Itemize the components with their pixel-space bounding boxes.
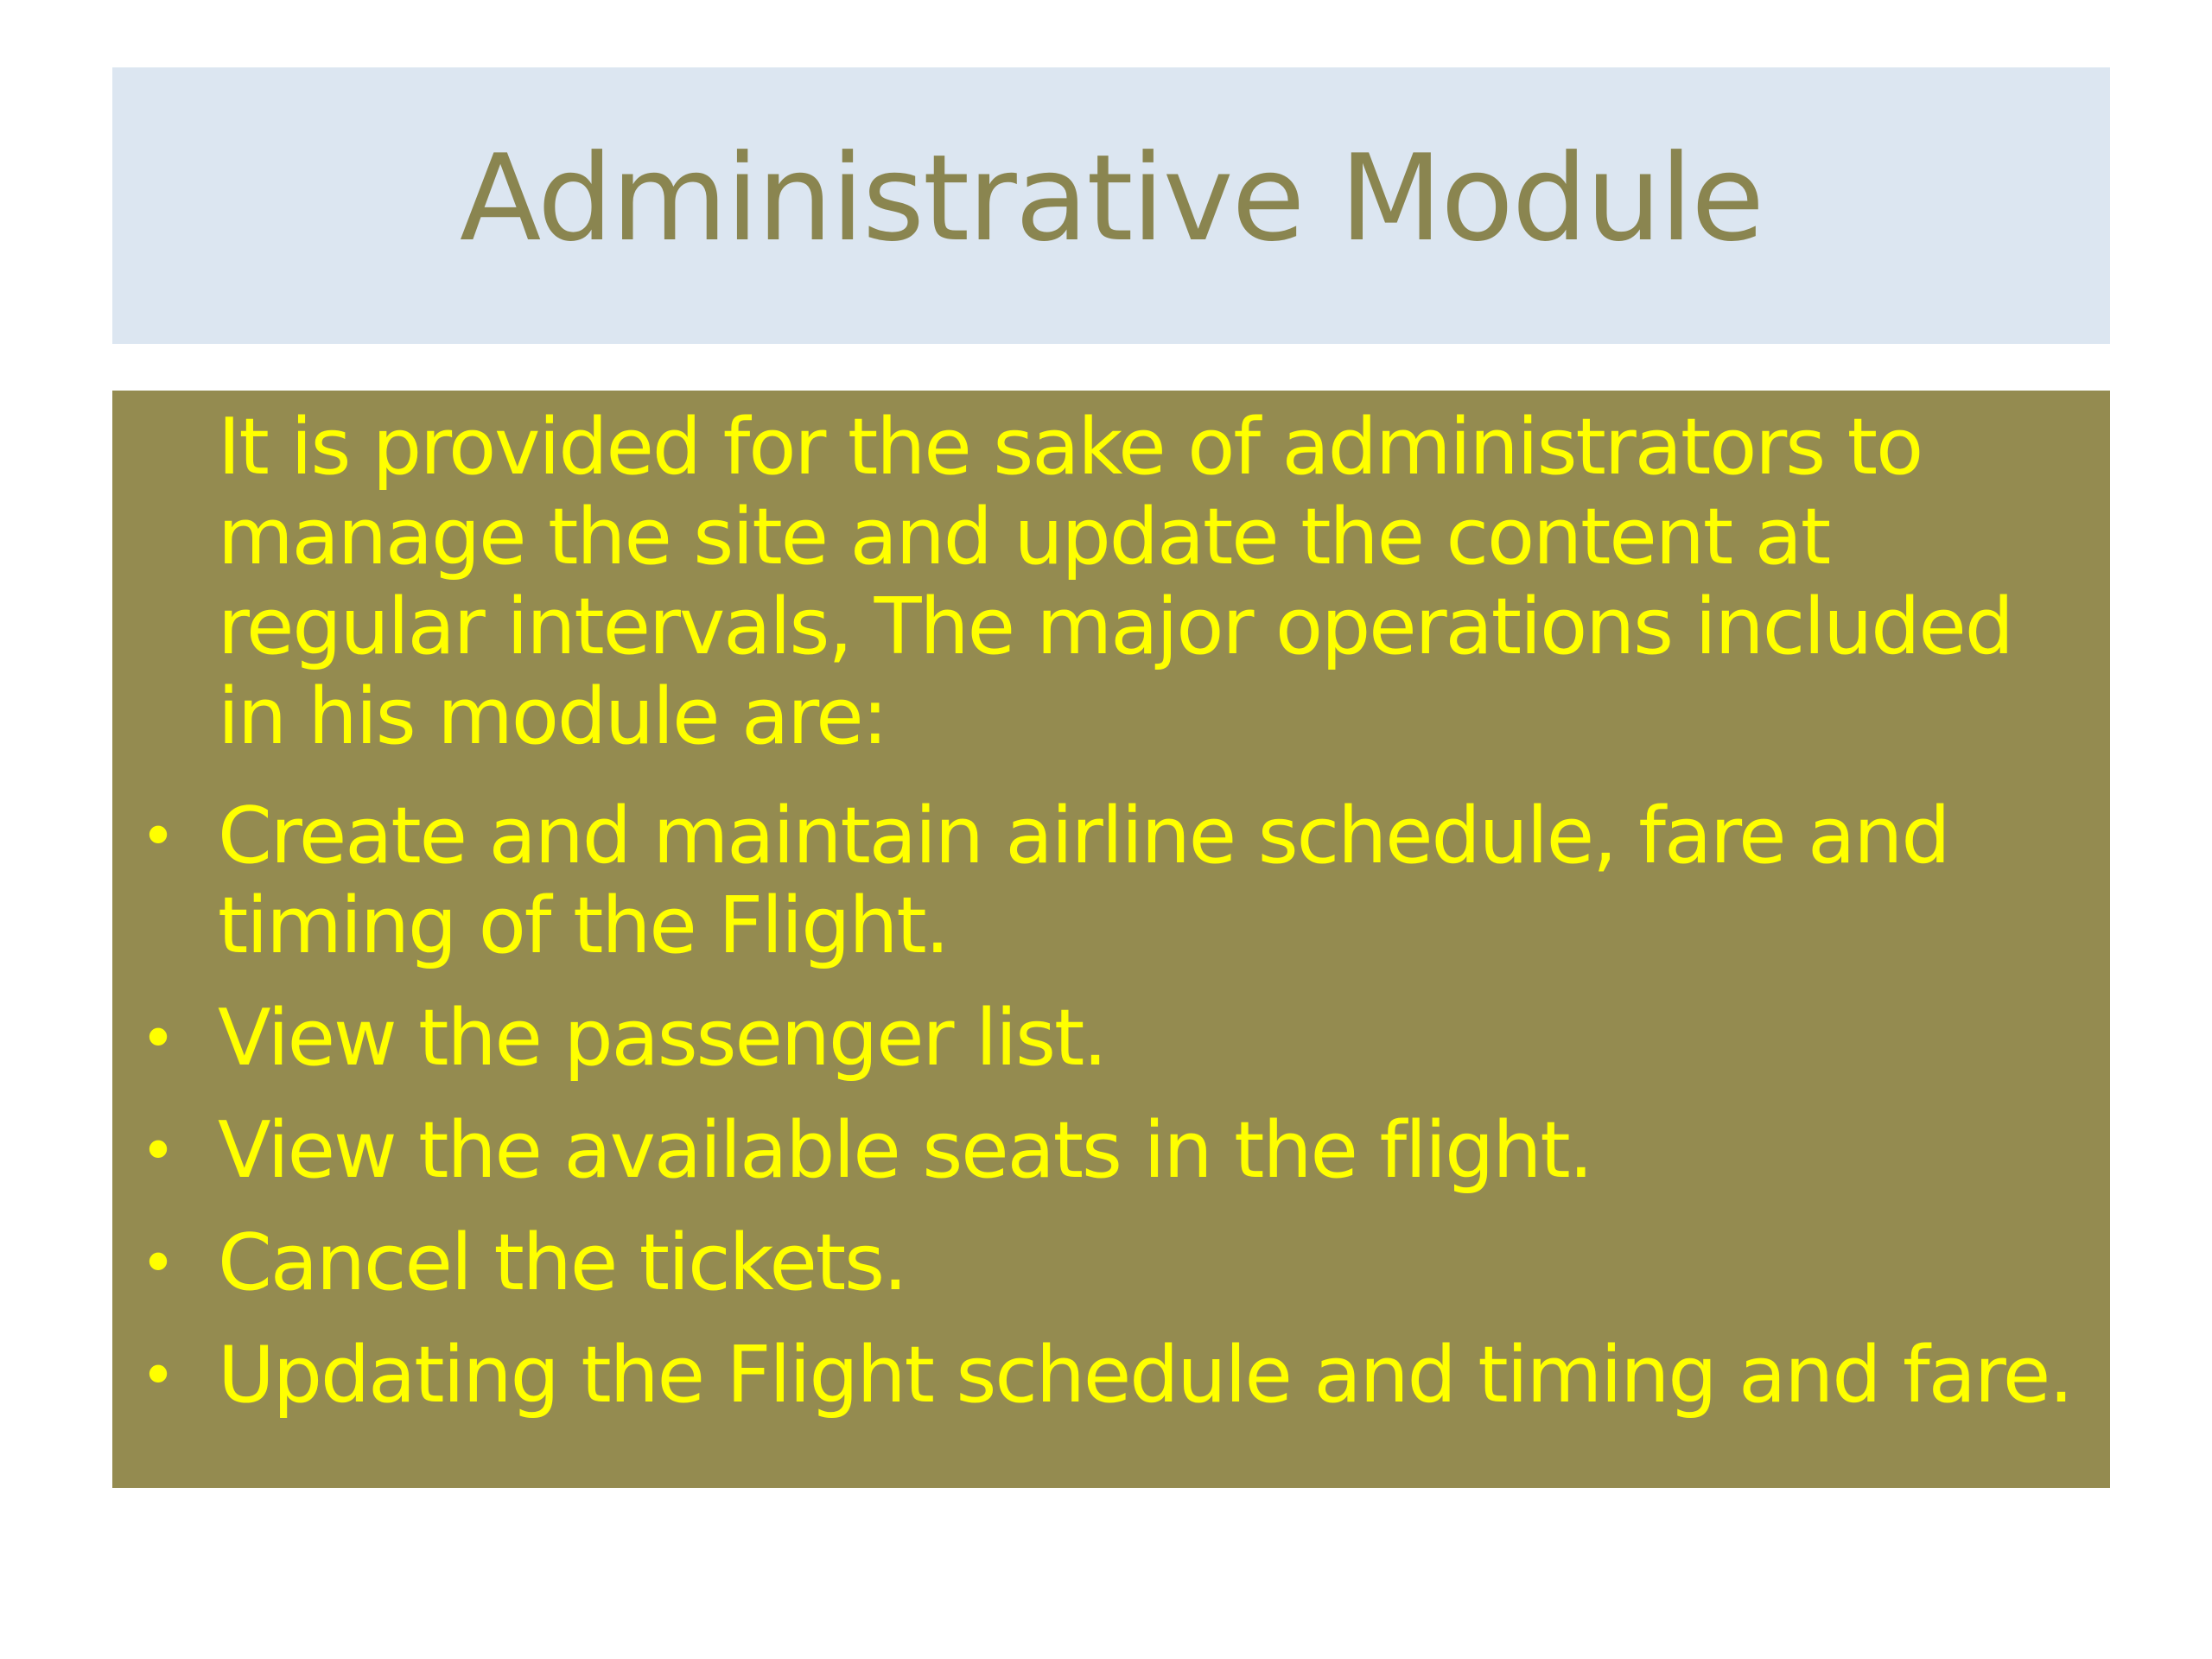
bullet-icon: • — [140, 1340, 175, 1411]
bullet-text: Cancel the tickets. — [218, 1217, 906, 1308]
bullet-text: Create and maintain airline schedule, fare and timing of the Flight. — [218, 791, 1949, 971]
bullet-text: Updating the Flight schedule and timing and fare. — [218, 1330, 2072, 1421]
bullet-icon: • — [140, 1228, 175, 1299]
bullet-item — [140, 791, 2093, 971]
bullet-item — [140, 1330, 2093, 1421]
bullet-icon: • — [140, 1003, 175, 1074]
content-box — [112, 391, 2110, 1488]
bullet-icon: • — [140, 1116, 175, 1186]
intro-paragraph: It is provided for the sake of administrators to manage the site and update the content at regular intervals, The major operations included in his module are: — [218, 402, 2012, 762]
bullet-item — [140, 1105, 2093, 1196]
bullet-item — [140, 1217, 2093, 1308]
slide-title: Administrative Module — [459, 128, 1764, 268]
bullet-text: View the available seats in the flight. — [218, 1105, 1592, 1196]
bullet-item — [140, 993, 2093, 1084]
bullet-icon: • — [140, 801, 175, 872]
bullet-list — [112, 791, 2110, 1421]
bullet-text: View the passenger list. — [218, 993, 1106, 1084]
title-box — [112, 67, 2110, 344]
